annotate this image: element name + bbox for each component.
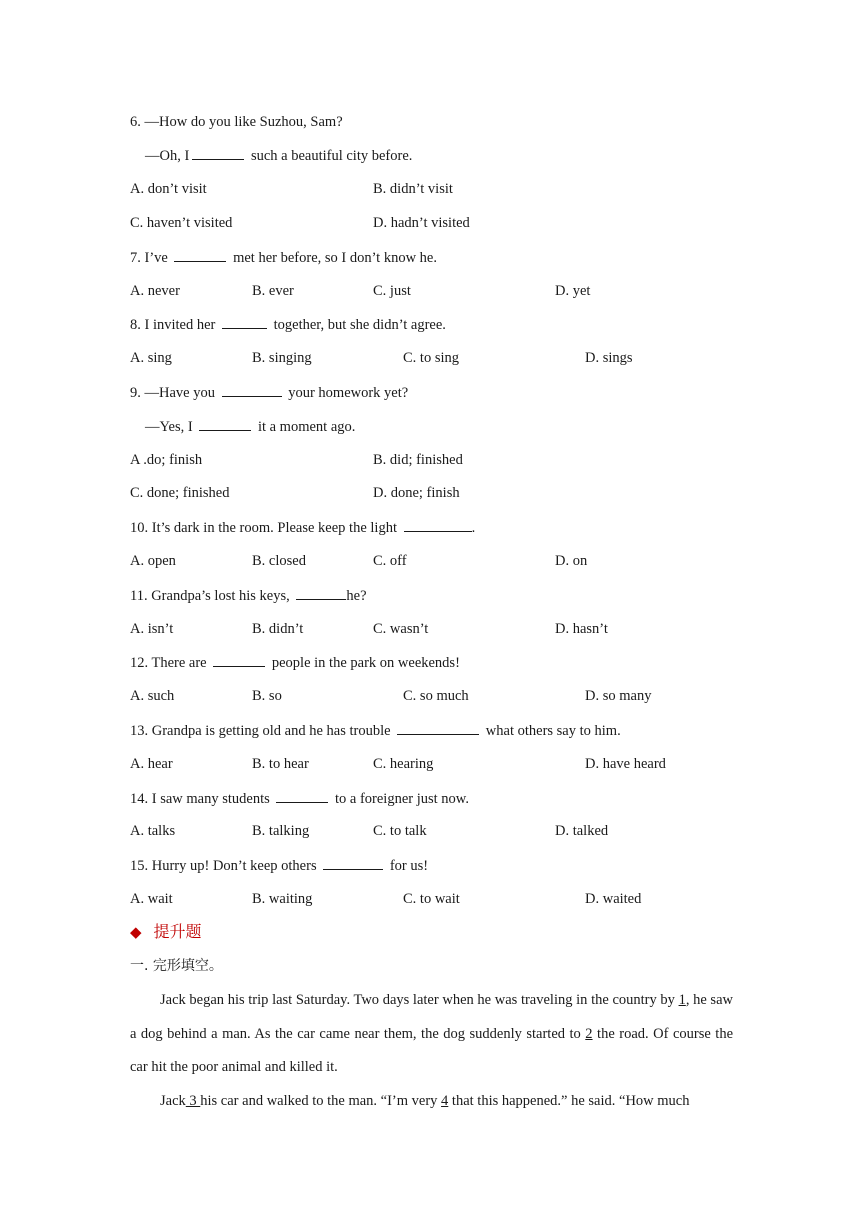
question-10-stem: 10. It’s dark in the room. Please keep the light . <box>130 517 475 537</box>
option-d: D. on <box>555 553 588 569</box>
option-c: C. just <box>373 283 411 299</box>
option-b: B. so <box>252 688 282 704</box>
question-6-response: —Oh, I such a beautiful city before. <box>145 145 412 165</box>
cloze-blank-2: 2 <box>585 1025 593 1042</box>
option-b: B. singing <box>252 350 312 366</box>
cloze-blank-1: 1 <box>678 992 686 1008</box>
option-c: C. to talk <box>373 823 427 839</box>
answer-blank <box>222 382 282 397</box>
option-b: B. ever <box>252 283 294 299</box>
answer-blank <box>397 720 479 735</box>
cloze-passage <box>130 984 733 1118</box>
question-14-stem: 14. I saw many students to a foreigner just now. <box>130 788 469 808</box>
option-d: D. hadn’t visited <box>373 215 470 231</box>
option-b: B. did; finished <box>373 452 463 468</box>
option-c: C. off <box>373 553 407 569</box>
passage-paragraph: Jack began his trip last Saturday. Two days later when he was traveling in the country by 1, he saw a dog behind a man. As the car came near them, the dog suddenly started to 2 the road. Of course the car hit the poor animal and killed it. <box>130 992 734 1075</box>
question-12-stem: 12. There are people in the park on weekends! <box>130 652 460 672</box>
option-b: B. closed <box>252 553 306 569</box>
option-c: C. haven’t visited <box>130 215 233 231</box>
option-c: C. to wait <box>403 891 460 907</box>
option-d: D. hasn’t <box>555 621 608 637</box>
part-title: 一. 完形填空。 <box>130 958 223 974</box>
answer-blank <box>192 145 244 160</box>
question-15-stem: 15. Hurry up! Don’t keep others for us! <box>130 855 428 875</box>
option-c: C. done; finished <box>130 485 230 501</box>
option-d: D. done; finish <box>373 485 460 501</box>
answer-blank <box>323 855 383 870</box>
option-b: B. didn’t <box>252 621 304 637</box>
option-a: A. isn’t <box>130 621 174 637</box>
option-a: A. hear <box>130 756 173 772</box>
option-a: A. sing <box>130 350 172 366</box>
option-d: D. waited <box>585 891 642 907</box>
option-d: D. have heard <box>585 756 666 772</box>
option-a: A. such <box>130 688 175 704</box>
cloze-blank-3: 3 <box>185 1092 201 1109</box>
option-d: D. yet <box>555 283 591 299</box>
option-d: D. so many <box>585 688 652 704</box>
diamond-bullet-icon: ◆ <box>130 923 142 941</box>
section-heading <box>130 920 202 944</box>
option-c: C. so much <box>403 688 469 704</box>
answer-blank <box>213 652 265 667</box>
option-c: C. hearing <box>373 756 434 772</box>
cloze-blank-4: 4 <box>441 1092 449 1109</box>
option-b: B. talking <box>252 823 310 839</box>
answer-blank <box>199 416 251 431</box>
answer-blank <box>222 314 267 329</box>
option-a: A. open <box>130 553 176 569</box>
option-a: A .do; finish <box>130 452 203 468</box>
section-title: 提升题 <box>153 922 202 941</box>
question-13-stem: 13. Grandpa is getting old and he has trouble what others say to him. <box>130 720 621 740</box>
option-b: B. waiting <box>252 891 313 907</box>
question-11-stem: 11. Grandpa’s lost his keys, he? <box>130 585 367 605</box>
option-d: D. sings <box>585 350 633 366</box>
option-b: B. to hear <box>252 756 309 772</box>
passage-paragraph: Jack 3 his car and walked to the man. “I’m very 4 that this happened.” he said. “How much <box>160 1092 690 1109</box>
question-9-stem: 9. —Have you your homework yet? <box>130 382 408 402</box>
question-9-response: —Yes, I it a moment ago. <box>145 416 355 436</box>
answer-blank <box>296 585 346 600</box>
option-c: C. wasn’t <box>373 621 429 637</box>
question-7-stem: 7. I’ve met her before, so I don’t know he. <box>130 247 437 267</box>
question-6-stem: 6. —How do you like Suzhou, Sam? <box>130 114 343 130</box>
option-a: A. don’t visit <box>130 181 207 197</box>
option-a: A. talks <box>130 823 176 839</box>
option-b: B. didn’t visit <box>373 181 453 197</box>
question-8-stem: 8. I invited her together, but she didn’t agree. <box>130 314 446 334</box>
answer-blank <box>404 517 472 532</box>
option-c: C. to sing <box>403 350 459 366</box>
answer-blank <box>276 788 328 803</box>
option-d: D. talked <box>555 823 609 839</box>
option-a: A. never <box>130 283 180 299</box>
answer-blank <box>174 247 226 262</box>
option-a: A. wait <box>130 891 173 907</box>
